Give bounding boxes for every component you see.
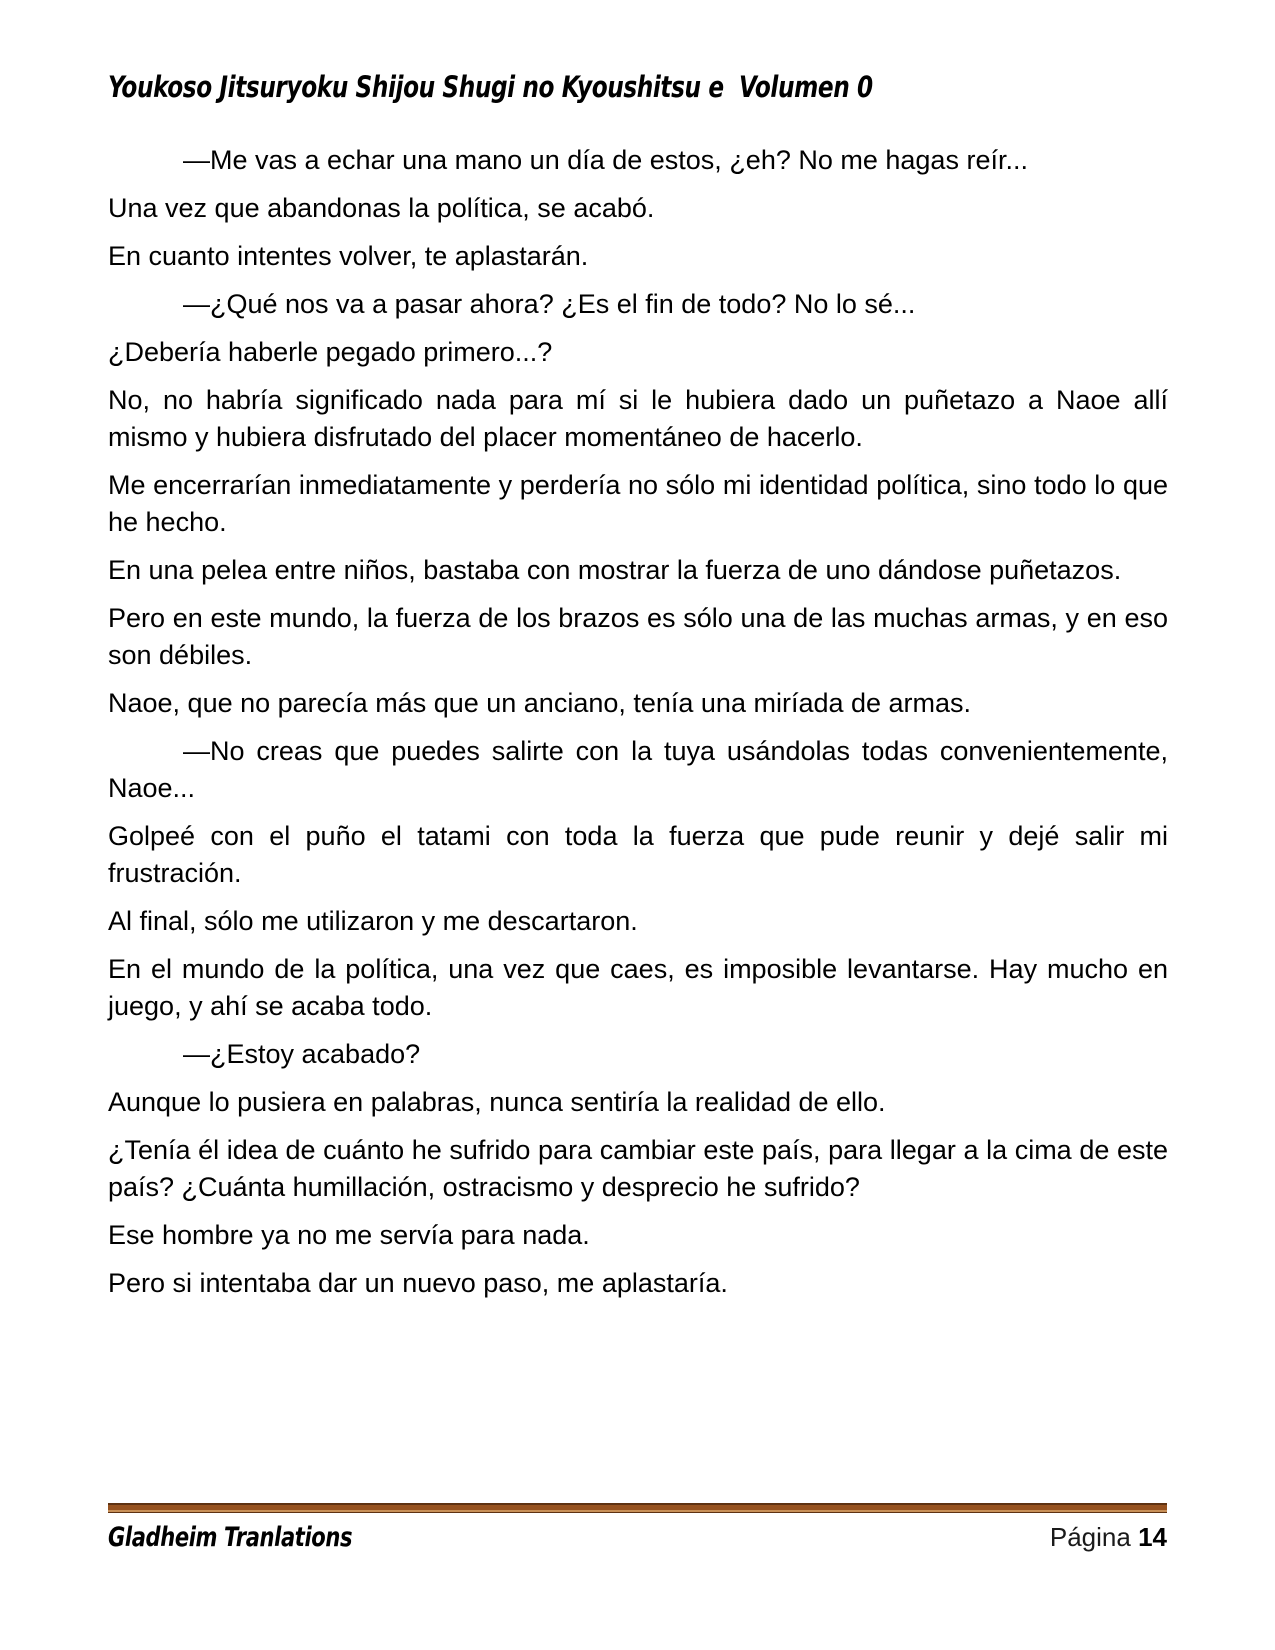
footer-rule <box>108 1503 1167 1513</box>
page-title: Youkoso Jitsuryoku Shijou Shugi no Kyoushitsu e Volumen 0 <box>108 70 873 104</box>
paragraph: No, no habría significado nada para mí si le hubiera dado un puñetazo a Naoe allí mismo y hubiera disfrutado del placer momentáneo de hacerlo. <box>108 385 1168 452</box>
paragraph: Ese hombre ya no me servía para nada. <box>108 1220 590 1250</box>
paragraph: Naoe, que no parecía más que un anciano, tenía una miríada de armas. <box>108 688 972 718</box>
paragraph: En una pelea entre niños, bastaba con mostrar la fuerza de uno dándose puñetazos. <box>108 555 1122 585</box>
page-number-label: Página <box>1049 1522 1131 1552</box>
paragraph: ¿Debería haberle pegado primero...? <box>108 337 553 367</box>
paragraph: Pero si intentaba dar un nuevo paso, me aplastaría. <box>108 1268 728 1298</box>
paragraph: En cuanto intentes volver, te aplastarán. <box>108 241 589 271</box>
document-content <box>108 70 1168 1313</box>
paragraph: —¿Qué nos va a pasar ahora? ¿Es el fin de todo? No lo sé... <box>183 289 916 319</box>
paragraph: Aunque lo pusiera en palabras, nunca sentiría la realidad de ello. <box>108 1087 886 1117</box>
page-number-value: 14 <box>1138 1522 1167 1552</box>
paragraph: Al final, sólo me utilizaron y me descartaron. <box>108 906 638 936</box>
paragraph: —No creas que puedes salirte con la tuya usándolas todas convenientemente, Naoe... <box>108 736 1168 803</box>
footer-row <box>108 1522 1167 1553</box>
paragraph: ¿Tenía él idea de cuánto he sufrido para cambiar este país, para llegar a la cima de este país? ¿Cuánta humillación, ostracismo y desprecio he sufrido? <box>108 1135 1168 1202</box>
paragraph: —¿Estoy acabado? <box>183 1039 421 1069</box>
paragraph: Me encerrarían inmediatamente y perdería no sólo mi identidad política, sino todo lo que he hecho. <box>108 470 1168 537</box>
paragraph: —Me vas a echar una mano un día de estos, ¿eh? No me hagas reír... <box>183 145 1028 175</box>
paragraph: Pero en este mundo, la fuerza de los brazos es sólo una de las muchas armas, y en eso son débiles. <box>108 603 1168 670</box>
page-footer <box>108 1503 1167 1553</box>
page-number <box>1050 1522 1167 1553</box>
paragraph: En el mundo de la política, una vez que caes, es imposible levantarse. Hay mucho en juego, y ahí se acaba todo. <box>108 954 1168 1021</box>
translator-name: Gladheim Tranlations <box>108 1522 353 1553</box>
paragraph: Golpeé con el puño el tatami con toda la fuerza que pude reunir y dejé salir mi frustración. <box>108 821 1168 888</box>
body-text <box>108 142 1168 1302</box>
paragraph: Una vez que abandonas la política, se acabó. <box>108 193 655 223</box>
